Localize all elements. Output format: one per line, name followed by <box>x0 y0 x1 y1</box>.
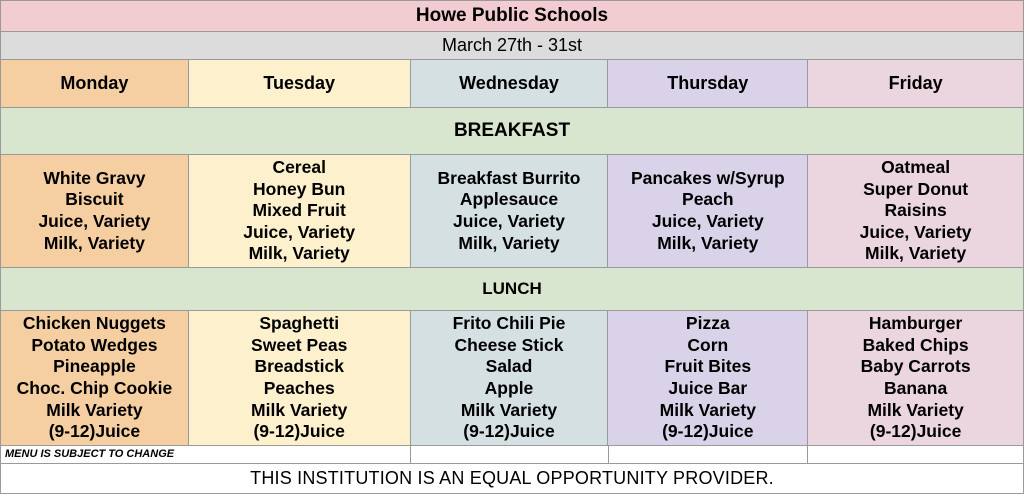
equal-opportunity-footer: THIS INSTITUTION IS AN EQUAL OPPORTUNITY PROVIDER. <box>0 464 1024 494</box>
menu-item: Milk, Variety <box>43 232 145 253</box>
note-empty-cell <box>808 446 1024 463</box>
day-header-thursday: Thursday <box>608 60 808 108</box>
menu-items <box>453 313 566 443</box>
lunch-cell-monday <box>1 311 189 446</box>
day-header-wednesday: Wednesday <box>411 60 609 108</box>
menu-item: Biscuit <box>65 189 124 210</box>
date-range: March 27th - 31st <box>0 32 1024 60</box>
day-header-row <box>0 60 1024 108</box>
menu-item: (9-12)Juice <box>253 421 345 442</box>
breakfast-cell-monday <box>1 155 189 268</box>
menu-item: Juice, Variety <box>453 211 565 231</box>
menu-items <box>631 168 785 254</box>
menu-items <box>251 313 347 443</box>
menu-item: Salad <box>485 356 533 377</box>
menu-item: Mixed Fruit <box>252 200 346 221</box>
menu-item: Cereal <box>272 157 326 178</box>
breakfast-cell-wednesday <box>411 155 609 268</box>
menu-item: Milk, Variety <box>657 232 759 253</box>
menu-item: Juice, Variety <box>651 211 764 231</box>
menu-item: Baby Carrots <box>860 356 971 377</box>
day-header-friday: Friday <box>808 60 1024 108</box>
menu-items <box>860 157 972 265</box>
menu-items <box>17 313 173 443</box>
menu-item: (9-12)Juice <box>48 421 141 442</box>
menu-item: Milk, Variety <box>458 232 560 253</box>
note-empty-cell <box>609 446 809 463</box>
menu-item: Milk, Variety <box>248 243 350 264</box>
menu-item: Fruit Bites <box>664 356 752 377</box>
menu-item: Milk Variety <box>460 399 558 420</box>
menu-item: (9-12)Juice <box>463 421 555 442</box>
menu-item: Juice Bar <box>668 378 748 398</box>
menu-item: Juice, Variety <box>243 221 356 242</box>
menu-item: (9-12)Juice <box>662 421 754 442</box>
lunch-cell-wednesday <box>411 311 609 446</box>
note-empty-cell <box>411 446 609 463</box>
menu-item: Frito Chili Pie <box>452 313 566 334</box>
menu-item: Spaghetti <box>259 313 340 334</box>
menu-item: Sweet Peas <box>251 334 348 355</box>
menu-item: Corn <box>687 334 729 355</box>
menu-items <box>660 313 756 443</box>
menu-item: Pancakes w/Syrup <box>630 167 785 188</box>
breakfast-heading: BREAKFAST <box>0 108 1024 155</box>
menu-item: Super Donut <box>863 178 969 199</box>
day-header-tuesday: Tuesday <box>189 60 411 108</box>
menu-item: Choc. Chip Cookie <box>16 378 173 398</box>
menu-item: Milk Variety <box>867 399 964 420</box>
lunch-cell-thursday <box>608 311 808 446</box>
lunch-heading: LUNCH <box>0 268 1024 311</box>
menu-item: Pizza <box>685 313 730 334</box>
menu-item: Honey Bun <box>253 178 346 199</box>
menu-item: Banana <box>884 378 948 398</box>
menu-item: Hamburger <box>868 313 963 334</box>
menu-item: Applesauce <box>459 189 559 210</box>
menu-item: White Gravy <box>43 167 146 188</box>
menu-item: Milk Variety <box>46 399 143 420</box>
menu-item: Milk, Variety <box>865 243 967 264</box>
menu-items <box>438 168 581 254</box>
menu-item: Juice, Variety <box>859 221 972 242</box>
menu-item: Peach <box>682 189 734 210</box>
menu-items <box>38 168 150 254</box>
lunch-cell-friday <box>808 311 1024 446</box>
change-notice: MENU IS SUBJECT TO CHANGE <box>5 448 175 460</box>
menu-item: Peaches <box>263 378 335 398</box>
breakfast-row <box>0 155 1024 268</box>
menu-item: Breakfast Burrito <box>437 167 581 188</box>
lunch-cell-tuesday <box>189 311 411 446</box>
menu-item: Baked Chips <box>862 334 969 355</box>
menu-item: Oatmeal <box>881 157 951 178</box>
menu-item: Juice, Variety <box>38 211 151 231</box>
menu-item: Apple <box>484 378 534 398</box>
menu-item: Potato Wedges <box>31 334 158 355</box>
menu-item: Milk Variety <box>659 399 756 420</box>
menu-item: Raisins <box>884 200 947 221</box>
breakfast-cell-thursday <box>608 155 808 268</box>
menu-item: Milk Variety <box>251 399 348 420</box>
menu-item: Pineapple <box>53 356 136 377</box>
menu-item: Breadstick <box>254 356 344 377</box>
breakfast-cell-friday <box>808 155 1024 268</box>
menu-item: (9-12)Juice <box>869 421 962 442</box>
note-row <box>0 446 1024 464</box>
menu-item: Chicken Nuggets <box>22 313 166 334</box>
menu-items <box>861 313 971 443</box>
menu-items <box>243 157 355 265</box>
day-header-monday: Monday <box>1 60 189 108</box>
menu-item: Cheese Stick <box>454 334 564 355</box>
lunch-row <box>0 311 1024 446</box>
breakfast-cell-tuesday <box>189 155 411 268</box>
page-title: Howe Public Schools <box>0 0 1024 32</box>
